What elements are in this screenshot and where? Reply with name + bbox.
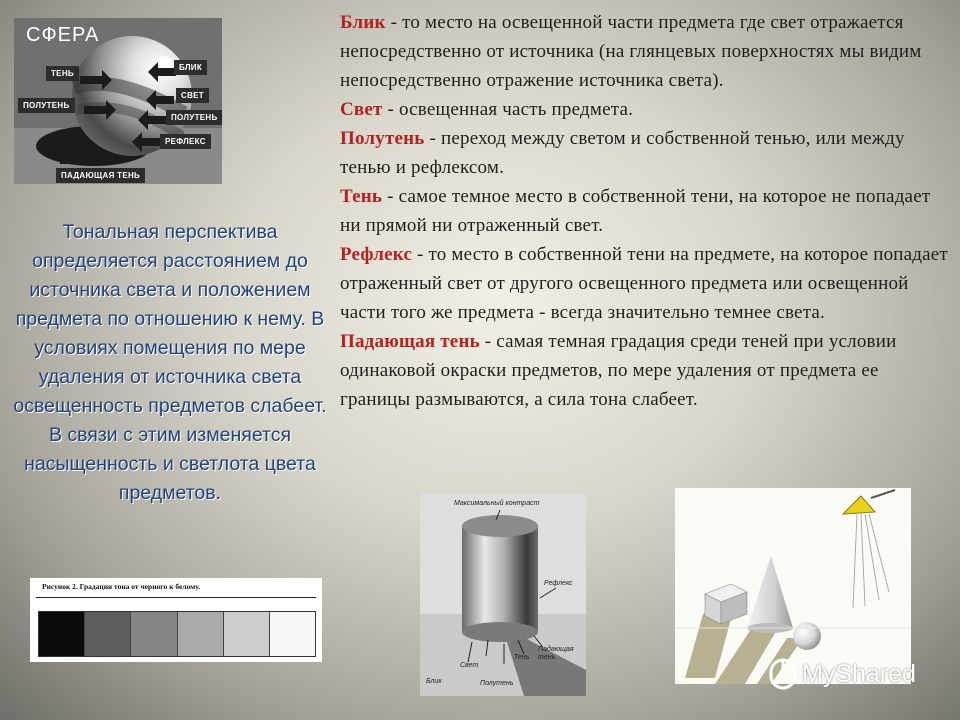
definition-highlight [340, 8, 948, 95]
tone-scale-swatches [38, 611, 316, 657]
still-life-drawing [675, 488, 911, 684]
definition-text: - то место на освещенной части предмета где свет отражается непосредственно от источника (на глянцевых поверхностях мы видим непосредственно отражение источника света). [340, 12, 922, 91]
tone-scale-caption: Рисунок 2. Градация тона от черного к белому. [42, 582, 201, 591]
term-halftone: Полутень [340, 128, 425, 149]
tone-swatch [178, 612, 224, 656]
label-light: Свет [460, 662, 479, 669]
tone-swatch [131, 612, 177, 656]
label-cast-shadow: Падающая тень [538, 646, 574, 661]
term-shadow: Тень [340, 186, 383, 207]
watermark [768, 656, 916, 692]
label-halftone: Полутень [480, 680, 514, 687]
label-shadow: Тень [514, 654, 530, 661]
cylinder-illustration [420, 494, 586, 696]
tonal-perspective-text: Тональная перспектива определяется расстоянием до источника света и положением предмета по отношению к нему. В условиях помещения по мере удаления от источника света освещенность предметов слабеет. В связи с этим изменяется насыщенность и светлота цвета предметов. [13, 221, 327, 504]
label-halftone: ПОЛУТЕНЬ [18, 98, 75, 113]
label-cast-shadow: ПАДАЮЩАЯ ТЕНЬ [56, 168, 145, 183]
still-life-illustration [675, 488, 911, 684]
label-shadow: ТЕНЬ [46, 66, 79, 81]
definition-light [340, 95, 948, 124]
label-halftone-right: ПОЛУТЕНЬ [166, 110, 222, 125]
label-reflex: Рефлекс [544, 580, 573, 587]
label-reflex: РЕФЛЕКС [160, 134, 211, 149]
tone-swatch [270, 612, 315, 656]
sphere-title: СФЕРА [26, 24, 100, 46]
term-reflex: Рефлекс [340, 244, 413, 265]
definition-cast-shadow [340, 327, 948, 414]
divider [36, 597, 316, 598]
term-highlight: Блик [340, 12, 386, 33]
mouse-cursor-icon [768, 657, 798, 691]
term-cast-shadow: Падающая тень [340, 331, 480, 352]
label-max-contrast: Максимальный контраст [454, 500, 540, 507]
tone-scale-figure [30, 578, 322, 662]
definitions-list [340, 8, 948, 414]
definition-text: - то место в собственной тени на предмете, на которое попадает отраженный свет от другого освещенного предмета или освещенной части того же предмета - всегда значительно темнее света. [340, 244, 948, 323]
definition-text: - освещенная часть предмета. [382, 99, 634, 120]
label-highlight: БЛИК [174, 60, 207, 75]
definition-text: - самая темная градация среди теней при условии одинаковой окраски предметов, по мере удаления от предмета ее границы размываются, а сила тона слабеет. [340, 331, 897, 410]
definition-text: - самое темное место в собственной тени, на которое не попадает ни прямой ни отраженный свет. [340, 186, 931, 236]
label-light: СВЕТ [176, 88, 209, 103]
term-light: Свет [340, 99, 383, 120]
definition-text: - переход между светом и собственной тенью, или между тенью и рефлексом. [340, 128, 905, 178]
definition-reflex [340, 240, 948, 327]
tone-swatch [224, 612, 270, 656]
definition-shadow [340, 182, 948, 240]
cylinder-photo [420, 494, 586, 696]
tone-swatch [85, 612, 131, 656]
definition-halftone [340, 124, 948, 182]
sphere-diagram [14, 18, 222, 184]
watermark-text: MyShared [802, 659, 916, 688]
label-highlight: Блик [426, 678, 442, 685]
tone-swatch [39, 612, 85, 656]
